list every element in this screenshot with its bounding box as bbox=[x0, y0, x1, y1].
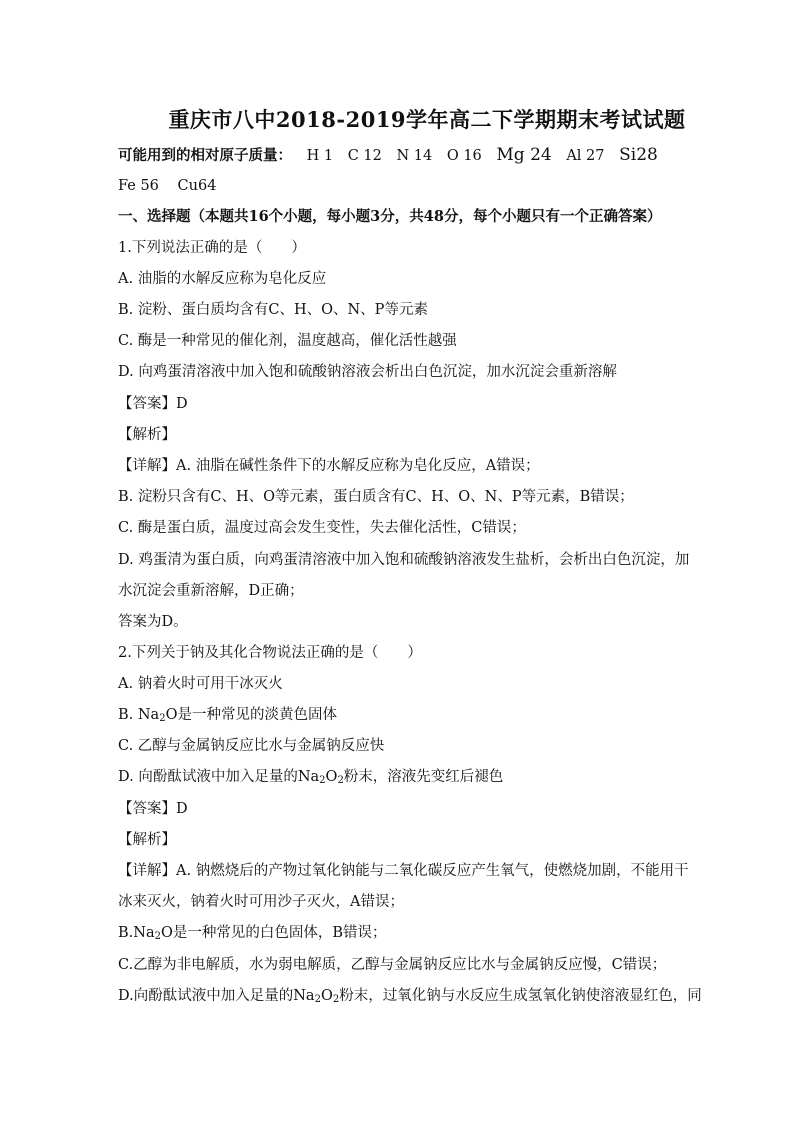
q2-analysis-label: 【解析】 bbox=[118, 832, 176, 848]
q2-detail-d-post: 粉末，过氧化钠与水反应生成氢氧化钠使溶液显红色，同 bbox=[339, 988, 702, 1004]
atomic-masses-line bbox=[118, 145, 676, 166]
q1-option-a: A. 油脂的水解反应称为皂化反应 bbox=[118, 271, 327, 287]
q2-detail-c: C.乙醇为非电解质，水为弱电解质，乙醇与金属钠反应比水与金属钠反应慢，C错误； bbox=[118, 957, 667, 973]
q2-detail-b bbox=[118, 923, 676, 947]
q2-option-a: A. 钠着火时可用干冰灭火 bbox=[118, 676, 283, 692]
q2-option-d-sub1: 2 bbox=[319, 775, 326, 786]
q2-option-d-mid: O bbox=[325, 769, 338, 785]
mass-si: Si28 bbox=[619, 145, 658, 165]
q2-detail-d-sub1: 2 bbox=[314, 994, 321, 1005]
atomic-masses-line-2 bbox=[118, 176, 676, 196]
q1-conclusion: 答案为D。 bbox=[118, 614, 188, 630]
q2-answer: 【答案】D bbox=[118, 801, 188, 817]
q2-option-d-sub2: 2 bbox=[337, 775, 344, 786]
q2-detail-d-pre: D.向酚酞试液中加入足量的Na bbox=[118, 988, 315, 1004]
q1-detail-a: 【详解】A. 油脂在碱性条件下的水解反应称为皂化反应，A错误； bbox=[118, 458, 540, 474]
q2-detail-d-mid: O bbox=[320, 988, 333, 1004]
q2-option-d-pre: D. 向酚酞试液中加入足量的Na bbox=[118, 769, 320, 785]
q1-option-d: D. 向鸡蛋清溶液中加入饱和硫酸钠溶液会析出白色沉淀，加水沉淀会重新溶解 bbox=[118, 364, 617, 380]
q2-option-b-post: O是一种常见的淡黄色固体 bbox=[165, 707, 337, 723]
q2-detail-b-sub: 2 bbox=[154, 931, 161, 942]
q1-detail-c: C. 酶是蛋白质，温度过高会发生变性，失去催化活性，C错误； bbox=[118, 520, 526, 536]
mass-c: C 12 bbox=[347, 148, 382, 164]
q2-detail-d-sub2: 2 bbox=[332, 994, 340, 1005]
mass-cu: Cu64 bbox=[177, 178, 217, 194]
q1-option-c: C. 酶是一种常见的催化剂，温度越高，催化活性越强 bbox=[118, 333, 457, 349]
q1-option-b: B. 淀粉、蛋白质均含有C、H、O、N、P等元素 bbox=[118, 302, 428, 318]
q2-detail-d bbox=[118, 986, 702, 1010]
mass-al: Al 27 bbox=[566, 148, 605, 164]
q1-detail-d-line1: D. 鸡蛋清为蛋白质，向鸡蛋清溶液中加入饱和硫酸钠溶液发生盐析，会析出白色沉淀，加 bbox=[118, 552, 690, 568]
q2-option-b bbox=[118, 705, 676, 729]
q1-answer: 【答案】D bbox=[118, 396, 188, 412]
q1-detail-d-line2: 水沉淀会重新溶解，D正确； bbox=[118, 583, 304, 599]
q2-option-c: C. 乙醇与金属钠反应比水与金属钠反应快 bbox=[118, 738, 385, 754]
mass-fe: Fe 56 bbox=[118, 178, 159, 194]
q2-stem: 2.下列关于钠及其化合物说法正确的是（ ） bbox=[118, 645, 422, 661]
q2-option-b-sub: 2 bbox=[159, 713, 166, 724]
section-heading: 一、选择题（本题共16个小题，每小题3分，共48分，每个小题只有一个正确答案） bbox=[118, 208, 662, 225]
atomic-masses-label: 可能用到的相对原子质量： bbox=[118, 147, 292, 164]
q2-option-d-post: 粉末，溶液先变红后褪色 bbox=[343, 769, 504, 785]
mass-h: H 1 bbox=[306, 148, 334, 164]
mass-n: N 14 bbox=[396, 148, 433, 164]
q2-option-d bbox=[118, 767, 676, 791]
q1-stem: 1.下列说法正确的是（ ） bbox=[118, 240, 306, 256]
q2-detail-a-line1: 【详解】A. 钠燃烧后的产物过氧化钠能与二氧化碳反应产生氧气，使燃烧加剧，不能用干 bbox=[118, 863, 689, 879]
q2-detail-a-line2: 冰来灭火，钠着火时可用沙子灭火，A错误； bbox=[118, 894, 404, 910]
mass-o: O 16 bbox=[446, 148, 482, 164]
page-title: 重庆市八中2018-2019学年高二下学期期末考试试题 bbox=[168, 107, 686, 132]
mass-mg: Mg 24 bbox=[496, 145, 552, 165]
q2-option-b-pre: B. Na bbox=[118, 707, 160, 723]
q1-analysis-label: 【解析】 bbox=[118, 427, 176, 443]
q1-detail-b: B. 淀粉只含有C、H、O等元素，蛋白质含有C、H、O、N、P等元素，B错误； bbox=[118, 489, 634, 505]
q2-detail-b-pre: B.Na bbox=[118, 925, 155, 941]
q2-detail-b-post: O是一种常见的白色固体，B错误； bbox=[160, 925, 387, 941]
